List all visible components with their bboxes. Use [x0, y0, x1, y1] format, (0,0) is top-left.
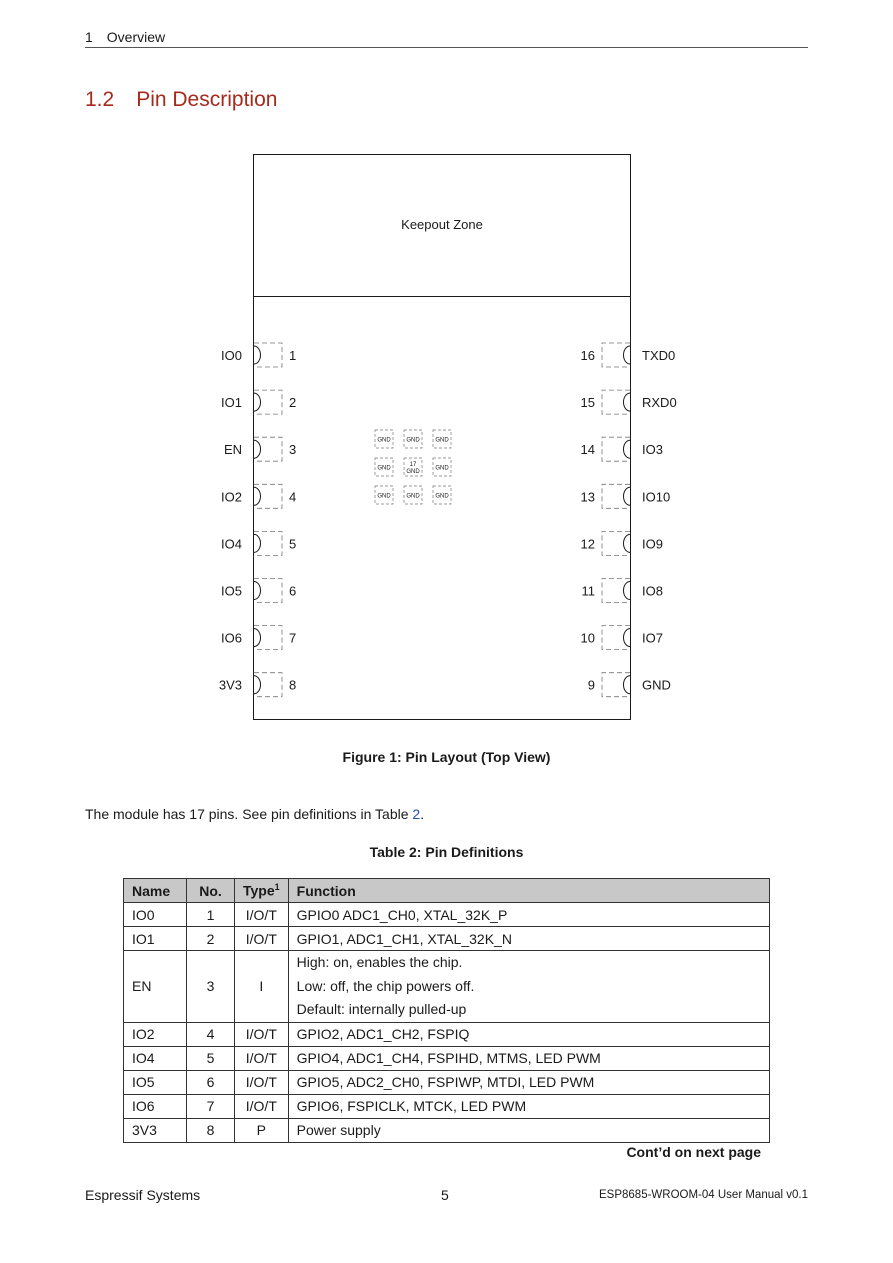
pin-name-label: TXD0: [642, 348, 676, 363]
pin-name-label: IO0: [221, 348, 242, 363]
cell-type: I/O/T: [235, 1046, 289, 1070]
gnd-pad-array: [375, 430, 451, 504]
pin-name-label: IO5: [221, 583, 242, 599]
cell-type: I/O/T: [235, 1094, 289, 1118]
pin-definitions-table: [123, 878, 770, 1143]
pin-notch: [624, 629, 631, 647]
cell-no: 5: [187, 1046, 235, 1070]
continued-note: Cont’d on next page: [626, 1144, 761, 1160]
gnd-label: GND: [377, 465, 391, 472]
pin-io0: [221, 343, 296, 367]
pin-io7: [581, 626, 663, 650]
gnd-label: GND: [435, 437, 449, 444]
gnd-pad: [404, 430, 422, 448]
gnd-pad: [375, 430, 393, 448]
pin-number-label: 12: [580, 536, 595, 552]
pin-notch: [254, 582, 261, 600]
pin-name-label: IO4: [221, 536, 242, 552]
cell-function: [288, 903, 769, 927]
pin-notch: [254, 393, 261, 411]
pin-io1: [221, 390, 296, 414]
cell-name: IO6: [124, 1094, 187, 1118]
table-row: [124, 1118, 770, 1142]
pin-name-label: RXD0: [642, 395, 677, 411]
pin-notch: [624, 393, 631, 411]
gnd-pad: [404, 458, 422, 476]
section-title: Pin Description: [136, 88, 278, 111]
function-line: GPIO4, ADC1_CH4, FSPIHD, MTMS, LED PWM: [296, 1050, 601, 1066]
gnd-pad: [433, 458, 451, 476]
function-line: GPIO0 ADC1_CH0, XTAL_32K_P: [296, 906, 508, 923]
chapter-title: Overview: [106, 29, 166, 45]
center-pad-number: 17: [409, 462, 417, 468]
function-line: Low: off, the chip powers off.: [296, 977, 475, 994]
gnd-pad: [375, 458, 393, 476]
cell-function: [288, 1118, 769, 1142]
pin-notch: [624, 676, 631, 694]
pin-notch: [624, 440, 631, 458]
pin-io4: [221, 531, 296, 555]
gnd-label: GND: [406, 437, 420, 444]
pin-notch: [624, 346, 631, 364]
cell-function: [288, 1022, 769, 1046]
pin-gnd: [588, 673, 671, 697]
pin-io5: [221, 579, 296, 603]
pin-notch: [254, 629, 261, 647]
pin-name-label: IO1: [221, 395, 242, 411]
pin-name-label: 3V3: [218, 677, 242, 693]
pin-number-label: 16: [580, 348, 595, 363]
cell-type: I/O/T: [235, 1070, 289, 1094]
body-text-end: .: [420, 806, 425, 822]
gnd-label: GND: [406, 493, 420, 500]
cell-name: IO4: [124, 1046, 187, 1070]
pin-number-label: 10: [580, 630, 595, 646]
cell-function: [288, 1094, 769, 1118]
cell-no: 7: [187, 1094, 235, 1118]
table-row: [124, 951, 770, 1023]
cell-type: I/O/T: [235, 903, 289, 927]
pin-name-label: IO8: [642, 583, 663, 599]
pin-io2: [221, 484, 296, 508]
pin-number-label: 7: [289, 630, 297, 646]
header-name: Name: [124, 879, 187, 903]
table-row: [124, 1022, 770, 1046]
pin-number-label: 8: [289, 677, 297, 693]
gnd-pad: [433, 486, 451, 504]
pin-txd0: [581, 343, 676, 367]
header-type: Type$^1$: [235, 879, 289, 903]
function-line: GPIO6, FSPICLK, MTCK, LED PWM: [296, 1098, 527, 1114]
body-paragraph: [85, 806, 424, 822]
pin-en: [224, 437, 296, 461]
footer-company: Espressif Systems: [85, 1187, 201, 1203]
pin-notch: [254, 440, 261, 458]
pins-layer: [219, 343, 677, 697]
header-function: Function: [288, 879, 769, 903]
cell-function: [288, 1046, 769, 1070]
table-caption: Table 2: Pin Definitions: [369, 844, 524, 860]
pin-number-label: 14: [580, 442, 595, 458]
cell-type: I/O/T: [235, 1022, 289, 1046]
pin-number-label: 5: [289, 536, 297, 552]
table-row: [124, 903, 770, 927]
pin-io6: [221, 626, 296, 650]
cell-name: EN: [124, 951, 187, 1023]
gnd-label: GND: [377, 493, 391, 500]
function-line: GPIO5, ADC2_CH0, FSPIWP, MTDI, LED PWM: [296, 1074, 595, 1090]
gnd-pad: [404, 486, 422, 504]
cell-type: I: [235, 951, 289, 1023]
cell-type: P: [235, 1118, 289, 1142]
footer-doc-title: ESP8685-WROOM-04 User Manual v0.1: [599, 1189, 808, 1201]
pin-name-label: IO6: [221, 630, 242, 646]
table-reference-link[interactable]: 2: [412, 806, 421, 822]
pin-number-label: 3: [289, 442, 297, 458]
pin-number-label: 2: [289, 395, 297, 411]
pin-notch: [254, 346, 261, 364]
pin-number-label: 13: [580, 489, 595, 505]
pin-number-label: 4: [289, 489, 297, 505]
pin-name-label: IO7: [642, 630, 663, 646]
pin-number-label: 11: [581, 583, 595, 599]
function-line: High: on, enables the chip.: [296, 954, 463, 970]
gnd-label: GND: [377, 437, 391, 444]
gnd-pad: [433, 430, 451, 448]
body-text: The module has 17 pins. See pin definitions in Table: [85, 806, 413, 822]
cell-no: 1: [187, 903, 235, 927]
pin-name-label: IO3: [642, 442, 663, 458]
figure-caption: Figure 1: Pin Layout (Top View): [342, 749, 551, 765]
pin-notch: [254, 676, 261, 694]
cell-name: IO2: [124, 1022, 187, 1046]
pin-io10: [581, 484, 671, 508]
footer-page-number: 5: [441, 1187, 449, 1203]
pin-io3: [581, 437, 663, 461]
cell-name: IO0: [124, 903, 187, 927]
function-line: GPIO2, ADC1_CH2, FSPIQ: [296, 1026, 470, 1042]
cell-no: 3: [187, 951, 235, 1023]
cell-no: 4: [187, 1022, 235, 1046]
cell-name: IO1: [124, 927, 187, 951]
pin-notch: [254, 487, 261, 505]
pin-name-label: GND: [642, 677, 671, 693]
pin-number-label: 15: [580, 395, 595, 411]
table-header-row: [124, 879, 770, 903]
function-line: Power supply: [296, 1122, 381, 1138]
footnote-marker: 1: [274, 882, 280, 893]
gnd-label: GND: [435, 465, 449, 472]
pin-notch: [624, 534, 631, 552]
table-row: [124, 1046, 770, 1070]
function-line: Default: internally pulled-up: [296, 1001, 467, 1017]
pin-io9: [581, 531, 663, 555]
cell-name: IO5: [124, 1070, 187, 1094]
table-body: [124, 903, 770, 1143]
pin-name-label: IO10: [642, 489, 671, 505]
table-row: [124, 927, 770, 951]
cell-no: 6: [187, 1070, 235, 1094]
pin-number-label: 9: [587, 677, 595, 693]
cell-no: 2: [187, 927, 235, 951]
pin-rxd0: [581, 390, 677, 414]
gnd-label: GND: [435, 493, 449, 500]
function-line: GPIO1, ADC1_CH1, XTAL_32K_N: [296, 930, 512, 947]
cell-no: 8: [187, 1118, 235, 1142]
pin-number-label: 1: [289, 348, 297, 363]
section-number: 1.2: [85, 88, 115, 111]
cell-function: [288, 927, 769, 951]
pin-name-label: IO2: [221, 489, 242, 505]
gnd-label: GND: [406, 469, 420, 475]
pin-3v3: [219, 673, 296, 697]
header-no: No.: [187, 879, 235, 903]
pin-notch: [254, 534, 261, 552]
pin-name-label: IO9: [642, 536, 663, 552]
table-row: [124, 1070, 770, 1094]
cell-function: [288, 951, 769, 1023]
chapter-number: 1: [85, 29, 93, 45]
cell-type: I/O/T: [235, 927, 289, 951]
pin-name-label: EN: [223, 442, 242, 458]
keepout-zone-label: Keepout Zone: [401, 217, 483, 232]
pin-notch: [624, 582, 631, 600]
pin-notch: [624, 487, 631, 505]
gnd-pad: [375, 486, 393, 504]
pin-number-label: 6: [289, 583, 297, 599]
table-row: [124, 1094, 770, 1118]
cell-function: [288, 1070, 769, 1094]
cell-name: 3V3: [124, 1118, 187, 1142]
pin-io8: [582, 579, 663, 603]
